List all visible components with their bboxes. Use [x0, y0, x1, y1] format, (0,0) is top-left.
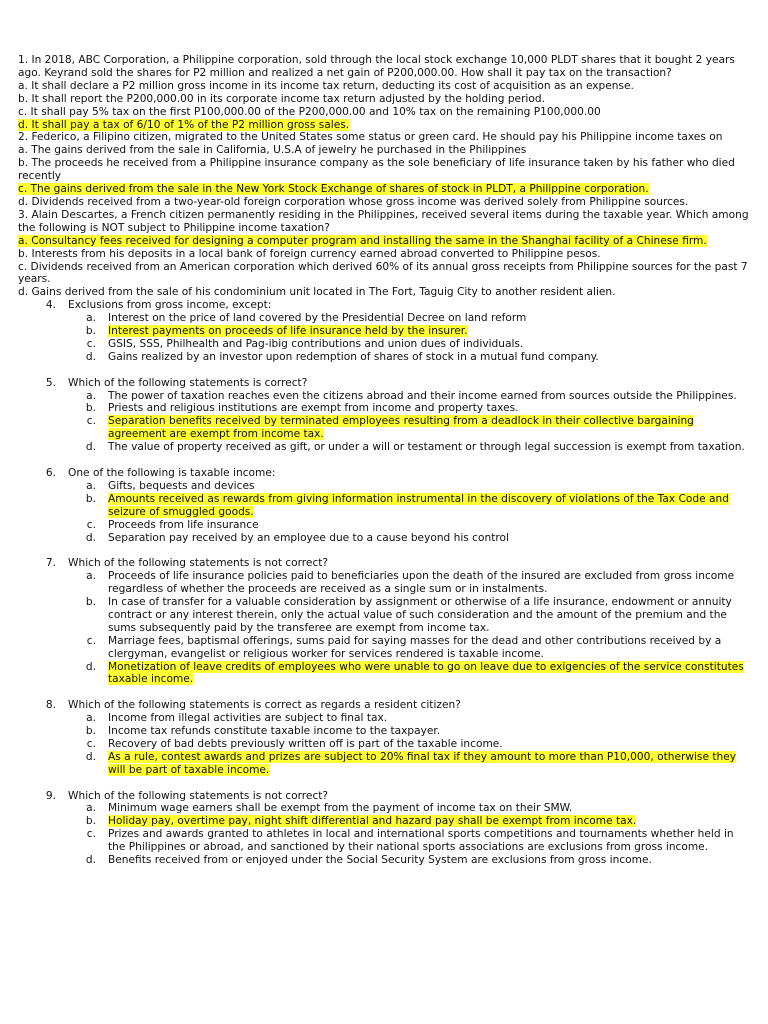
questions-4-to-9: [18, 299, 750, 867]
option-letter: d.: [85, 750, 96, 763]
question-text: [18, 557, 750, 570]
option-text: Gifts, bequests and devices: [108, 479, 255, 492]
question-text: [18, 699, 750, 712]
spacer: [18, 686, 750, 699]
option-text: Gains realized by an investor upon redemption of shares of stock in a mutual fund company.: [108, 350, 599, 363]
question-text: [18, 467, 750, 480]
answer-option: [18, 712, 750, 725]
highlighted-answer: Separation benefits received by terminated employees resulting from a deadlock in their collective bargaining agreement are exempt from income tax.: [108, 415, 694, 441]
answer-option: [18, 725, 750, 738]
option-letter: a.: [86, 389, 96, 402]
spacer: [18, 544, 750, 557]
highlighted-answer: As a rule, contest awards and prizes are subject to 20% final tax if they amount to more than P10,000, otherwise they will be part of taxable income.: [108, 750, 736, 776]
answer-option: [18, 144, 750, 157]
option-letter: b.: [85, 596, 96, 609]
option-letter: c.: [86, 737, 96, 750]
line-text: a. Consultancy fees received for designing a computer program and installing the same in the Shanghai facility of a Chinese firm.: [18, 234, 707, 247]
question-text: [18, 209, 750, 235]
option-text: GSIS, SSS, Philhealth and Pag-ibig contributions and union dues of individuals.: [108, 337, 524, 350]
question-stem: Which of the following statements is not correct?: [68, 789, 329, 802]
option-letter: c.: [86, 518, 96, 531]
line-text: b. It shall report the P200,000.00 in its corporate income tax return adjusted by the holding period.: [18, 92, 545, 105]
option-letter: c.: [86, 828, 96, 841]
option-text: The value of property received as gift, or under a will or testament or through legal succession is exempt from taxation.: [108, 441, 745, 454]
option-text: Recovery of bad debts previously written off is part of the taxable income.: [108, 737, 503, 750]
answer-option: [18, 493, 750, 519]
line-text: b. Interests from his deposits in a local bank of foreign currency earned abroad converted to Philippine pesos.: [18, 247, 601, 260]
option-letter: d.: [85, 441, 96, 454]
highlighted-answer: Interest payments on proceeds of life insurance held by the insurer.: [108, 325, 468, 338]
answer-option: [18, 415, 750, 441]
answer-option: [18, 402, 750, 415]
line-text: c. It shall pay 5% tax on the first P100,000.00 of the P200,000.00 and 10% tax on the remaining P100,000.00: [18, 105, 601, 118]
question-number: 5.: [45, 376, 56, 389]
spacer: [18, 364, 750, 377]
highlighted-answer: Holiday pay, overtime pay, night shift differential and hazard pay shall be exempt from income tax.: [108, 815, 637, 828]
option-text: Minimum wage earners shall be exempt from the payment of income tax on their SMW.: [108, 802, 573, 815]
answer-option: [18, 312, 750, 325]
highlighted-answer: Amounts received as rewards from giving information instrumental in the discovery of violations of the Tax Code and seizure of smuggled goods.: [108, 492, 729, 518]
question-text: [18, 790, 750, 803]
questions-1-to-3: [18, 54, 750, 299]
answer-option: [18, 106, 750, 119]
answer-option: [18, 519, 750, 532]
answer-option: [18, 441, 750, 454]
question-stem: One of the following is taxable income:: [68, 466, 276, 479]
question-text: [18, 299, 750, 312]
option-letter: a.: [86, 712, 96, 725]
answer-option: [18, 119, 750, 132]
option-letter: b.: [85, 402, 96, 415]
answer-option: [18, 570, 750, 596]
option-letter: d.: [85, 660, 96, 673]
option-text: In case of transfer for a valuable consideration by assignment or otherwise of a life insurance, endowment or annuity contract or any interest therein, only the actual value of such consideration and the amount of the premium and the sums subsequently paid by the transferee are exempt from income tax.: [108, 596, 732, 634]
option-text: Income tax refunds constitute taxable income to the taxpayer.: [108, 725, 441, 738]
answer-option: [18, 248, 750, 261]
option-letter: d.: [85, 531, 96, 544]
option-letter: c.: [86, 337, 96, 350]
question-number: 4.: [45, 299, 56, 312]
answer-option: [18, 351, 750, 364]
spacer: [18, 777, 750, 790]
option-letter: d.: [85, 350, 96, 363]
line-text: 3. Alain Descartes, a French citizen permanently residing in the Philippines, received several items during the taxable year. Which among the following is NOT subject to Philippine income taxation?: [18, 208, 749, 234]
spacer: [18, 454, 750, 467]
answer-option: [18, 183, 750, 196]
option-text: Proceeds from life insurance: [108, 518, 259, 531]
option-letter: c.: [86, 415, 96, 428]
question-stem: Which of the following statements is correct?: [68, 376, 308, 389]
answer-option: [18, 828, 750, 854]
option-letter: a.: [86, 479, 96, 492]
option-text: Priests and religious institutions are exempt from income and property taxes.: [108, 402, 519, 415]
answer-option: [18, 815, 750, 828]
answer-option: [18, 751, 750, 777]
answer-option: [18, 802, 750, 815]
line-text: a. It shall declare a P2 million gross income in its income tax return, deducting its cost of acquisition as an expense.: [18, 79, 634, 92]
question-text: [18, 377, 750, 390]
answer-option: [18, 480, 750, 493]
option-letter: a.: [86, 312, 96, 325]
answer-option: [18, 738, 750, 751]
option-text: Benefits received from or enjoyed under the Social Security System are exclusions from gross income.: [108, 854, 652, 867]
answer-option: [18, 261, 750, 287]
option-letter: b.: [85, 325, 96, 338]
option-text: Prizes and awards granted to athletes in local and international sports competitions and tournaments whether held in the Philippines or abroad, and sanctioned by their national sports associations are exclusions from gross income.: [108, 828, 734, 854]
line-text: a. The gains derived from the sale in California, U.S.A of jewelry he purchased in the Philippines: [18, 144, 527, 157]
question-number: 6.: [45, 466, 56, 479]
question-number: 8.: [45, 699, 56, 712]
answer-option: [18, 80, 750, 93]
answer-option: [18, 532, 750, 545]
option-text: Income from illegal activities are subject to final tax.: [108, 712, 388, 725]
option-letter: a.: [86, 802, 96, 815]
line-text: d. Gains derived from the sale of his condominium unit located in The Fort, Taguig City to another resident alien.: [18, 286, 616, 299]
answer-option: [18, 235, 750, 248]
option-letter: d.: [85, 854, 96, 867]
document-body: [18, 54, 750, 867]
option-text: Interest on the price of land covered by the Presidential Decree on land reform: [108, 312, 527, 325]
answer-option: [18, 338, 750, 351]
question-stem: Which of the following statements is correct as regards a resident citizen?: [68, 699, 461, 712]
answer-option: [18, 596, 750, 635]
option-letter: b.: [85, 815, 96, 828]
option-letter: b.: [85, 725, 96, 738]
answer-option: [18, 854, 750, 867]
question-text: [18, 54, 750, 80]
answer-option: [18, 661, 750, 687]
answer-option: [18, 157, 750, 183]
line-text: c. Dividends received from an American corporation which derived 60% of its annual gross receipts from Philippine sources for the past 7 years.: [18, 260, 748, 286]
question-text: [18, 131, 750, 144]
line-text: 2. Federico, a Filipino citizen, migrated to the United States some status or green card. He should pay his Philippine income taxes on: [18, 131, 723, 144]
highlighted-answer: Monetization of leave credits of employees who were unable to go on leave due to exigencies of the service constitutes taxable income.: [108, 660, 744, 686]
question-stem: Exclusions from gross income, except:: [68, 299, 272, 312]
option-letter: b.: [85, 492, 96, 505]
option-text: Marriage fees, baptismal offerings, sums paid for saying masses for the dead and other contributions received by a clergyman, evangelist or religious worker for services rendered is taxable income.: [108, 634, 722, 660]
answer-option: [18, 286, 750, 299]
question-number: 9.: [45, 789, 56, 802]
option-text: Separation pay received by an employee due to a cause beyond his control: [108, 531, 509, 544]
answer-option: [18, 635, 750, 661]
option-letter: c.: [86, 634, 96, 647]
line-text: b. The proceeds he received from a Philippine insurance company as the sole beneficiary of life insurance taken by his father who died recently: [18, 157, 735, 183]
line-text: c. The gains derived from the sale in the New York Stock Exchange of shares of stock in PLDT, a Philippine corporation.: [18, 183, 649, 196]
option-text: The power of taxation reaches even the citizens abroad and their income earned from sources outside the Philippines.: [108, 389, 737, 402]
answer-option: [18, 196, 750, 209]
option-letter: a.: [86, 570, 96, 583]
answer-option: [18, 325, 750, 338]
question-number: 7.: [45, 557, 56, 570]
option-text: Proceeds of life insurance policies paid to beneficiaries upon the death of the insured are excluded from gross income regardless of whether the proceeds are received as a single sum or in instalments.: [108, 570, 735, 596]
answer-option: [18, 390, 750, 403]
answer-option: [18, 93, 750, 106]
line-text: d. Dividends received from a two-year-old foreign corporation whose gross income was derived solely from Philippine sources.: [18, 195, 689, 208]
question-stem: Which of the following statements is not correct?: [68, 557, 329, 570]
line-text: d. It shall pay a tax of 6/10 of 1% of the P2 million gross sales.: [18, 118, 350, 131]
line-text: 1. In 2018, ABC Corporation, a Philippine corporation, sold through the local stock exchange 10,000 PLDT shares that it bought 2 years ago. Keyrand sold the shares for P2 million and realized a net gain of P200,000.00. How shall it pay tax on the transaction?: [18, 54, 735, 79]
